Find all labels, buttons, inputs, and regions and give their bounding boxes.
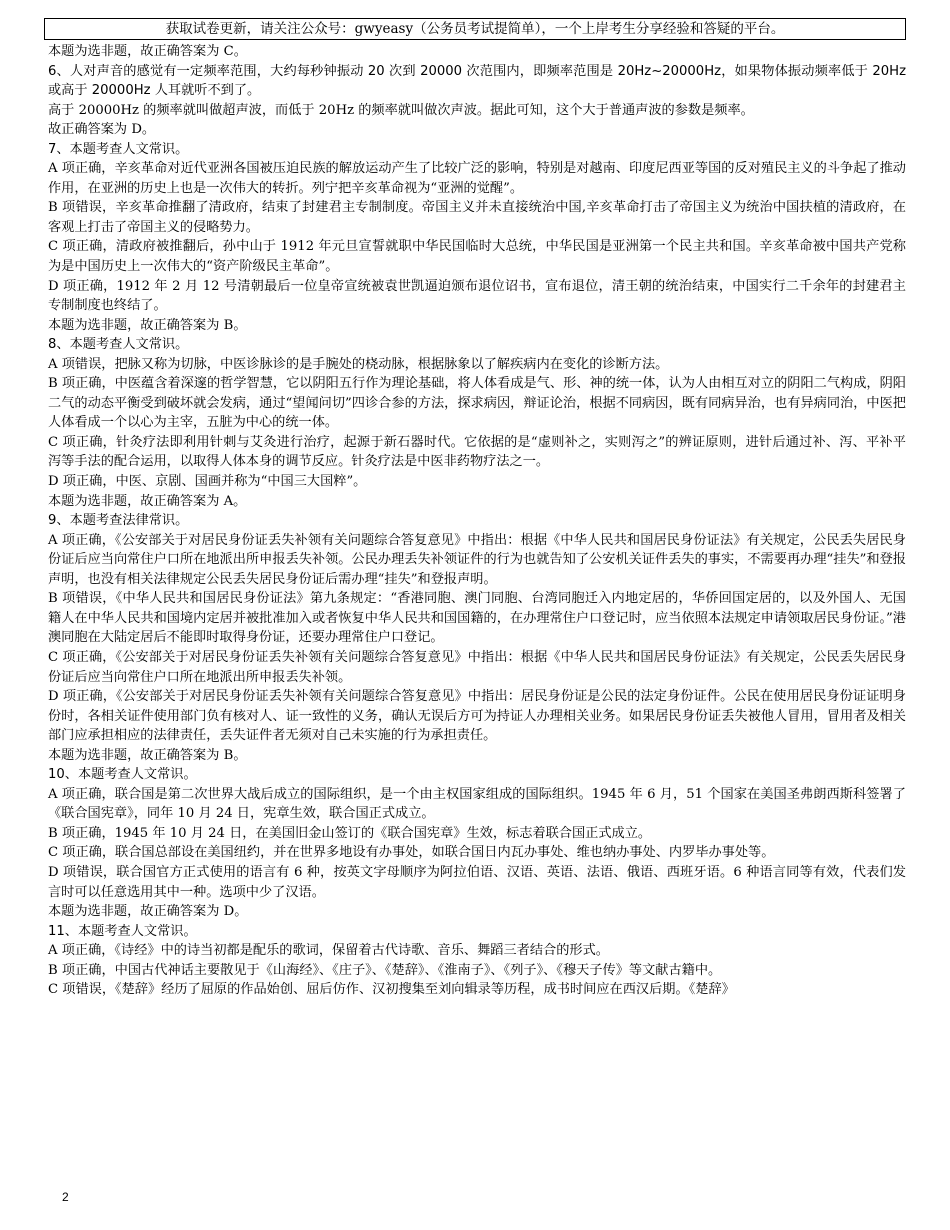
question-9-heading: 9、本题考查法律常识。 bbox=[48, 513, 189, 529]
option-b-paragraph: B 项错误，辛亥革命推翻了清政府，结束了封建君主专制制度。帝国主义并未直接统治中国,辛亥革命打击了帝国主义为统治中国扶植的清政府，在客观上打击了帝国主义的侵略势力。 bbox=[48, 200, 906, 235]
option-a-paragraph: A 项错误，把脉又称为切脉，中医诊脉诊的是手腕处的桡动脉，根据脉象以了解疾病内在变化的诊断方法。 bbox=[48, 356, 669, 372]
paragraph: 高于 20000Hz 的频率就叫做超声波，而低于 20Hz 的频率就叫做次声波。据此可知，这个大于普通声波的参数是频率。 bbox=[48, 102, 754, 118]
answer-line: 本题为选非题，故正确答案为 A。 bbox=[48, 493, 247, 509]
option-a-paragraph: A 项正确，辛亥革命对近代亚洲各国被压迫民族的解放运动产生了比较广泛的影响，特别是对越南、印度尼西亚等国的反对殖民主义的斗争起了推动作用，在亚洲的历史上也是一次伟大的转折。列宁把辛亥革命视为“亚洲的觉醒”。 bbox=[48, 161, 906, 196]
option-d-paragraph: D 项错误，联合国官方正式使用的语言有 6 种，按英文字母顺序为阿拉伯语、汉语、英语、法语、俄语、西班牙语。6 种语言同等有效，代表们发言时可以任意选用其中一种。选项中少了汉语。 bbox=[48, 864, 906, 900]
question-7-heading: 7、本题考查人文常识。 bbox=[48, 141, 189, 157]
option-b-paragraph: B 项错误，《中华人民共和国居民身份证法》第九条规定：“香港同胞、澳门同胞、台湾同胞迁入内地定居的，华侨回国定居的，以及外国人、无国籍人在中华人民共和国境内定居并被批准加入或者恢复中华人民共和国国籍的，在办理常住户口登记时，应当依照本法规定申请领取居民身份证。”港澳同胞在大陆定居后不能即时取得身份证，还要办理常住户口登记。 bbox=[48, 591, 906, 646]
question-6-explanation: 6、人对声音的感觉有一定频率范围，大约每秒钟振动 20 次到 20000 次范围内，即频率范围是 20Hz~20000Hz，如果物体振动频率低于 20Hz 或高于 20000Hz 人耳就听不到了。 bbox=[48, 63, 906, 99]
answer-line: 故正确答案为 D。 bbox=[48, 122, 156, 138]
answer-line: 本题为选非题，故正确答案为 B。 bbox=[48, 317, 247, 333]
answer-line: 本题为选非题，故正确答案为 C。 bbox=[48, 44, 247, 59]
question-8-heading: 8、本题考查人文常识。 bbox=[48, 337, 189, 353]
question-10-heading: 10、本题考查人文常识。 bbox=[48, 767, 197, 783]
option-d-paragraph: D 项正确，中医、京剧、国画并称为“中国三大国粹”。 bbox=[48, 474, 367, 490]
option-a-paragraph: A 项正确，《公安部关于对居民身份证丢失补领有关问题综合答复意见》中指出：根据《中华人民共和国居民身份证法》有关规定，公民丢失居民身份证后应当向常住户口所在地派出所申报丢失补领。公民办理丢失补领证件的行为也就告知了公安机关证件丢失的事实，不需要再办理“挂失”和登报声明，也没有相关法律规定公民丢失居民身份证后需办理“挂失”和登报声明。 bbox=[48, 532, 906, 587]
header-notice-text: 获取试卷更新，请关注公众号：gwyeasy（公务员考试提简单），一个上岸考生分享经验和答疑的平台。 bbox=[165, 21, 785, 37]
option-c-paragraph: C 项正确，《公安部关于对居民身份证丢失补领有关问题综合答复意见》中指出：根据《中华人民共和国居民身份证法》有关规定，公民丢失居民身份证后应当向常住户口所在地派出所申报丢失补领。 bbox=[48, 649, 906, 685]
answer-line: 本题为选非题，故正确答案为 D。 bbox=[48, 904, 248, 920]
option-a-paragraph: A 项正确，联合国是第二次世界大战后成立的国际组织，是一个由主权国家组成的国际组织。1945 年 6 月，51 个国家在美国圣弗朗西斯科签署了《联合国宪章》，同年 10 月 24 日，宪章生效，联合国正式成立。 bbox=[48, 786, 906, 822]
question-11-heading: 11、本题考查人文常识。 bbox=[48, 923, 197, 939]
option-b-paragraph: B 项正确，中医蕴含着深邃的哲学智慧，它以阴阳五行作为理论基础，将人体看成是气、形、神的统一体，认为人由相互对立的阴阳二气构成，阴阳二气的动态平衡受到破坏就会发病，通过“望闻问切”四诊合参的方法，探求病因，辩证论治，根据不同病因，既有同病异治，也有异病同治，中医把人体看成一个以心为主宰，五脏为中心的统一体。 bbox=[48, 376, 906, 431]
option-c-paragraph: C 项正确，清政府被推翻后，孙中山于 1912 年元旦宣誓就职中华民国临时大总统，中华民国是亚洲第一个民主共和国。辛亥革命被中国共产党称为是中国历史上一次伟大的“资产阶级民主革命”。 bbox=[48, 239, 906, 275]
option-c-paragraph: C 项错误，《楚辞》经历了屈原的作品始创、屈后仿作、汉初搜集至刘向辑录等历程，成书时间应在西汉后期。《楚辞》 bbox=[48, 982, 735, 998]
header-notice-box bbox=[44, 18, 906, 40]
answer-line: 本题为选非题，故正确答案为 B。 bbox=[48, 747, 247, 763]
document-body bbox=[48, 42, 906, 1000]
option-d-paragraph: D 项正确，《公安部关于对居民身份证丢失补领有关问题综合答复意见》中指出：居民身份证是公民的法定身份证件。公民在使用居民身份证证明身份时，各相关证件使用部门负有核对人、证一致性的义务，确认无误后方可为持证人办理相关业务。如果居民身份证丢失被他人冒用，冒用者及相关部门应承担相应的法律责任，丢失证件者无须对自己未实施的行为承担责任。 bbox=[48, 689, 906, 744]
page-number: 2 bbox=[62, 1190, 69, 1204]
option-b-paragraph: B 项正确，中国古代神话主要散见于《山海经》、《庄子》、《楚辞》、《淮南子》、《列子》、《穆天子传》等文献古籍中。 bbox=[48, 962, 722, 978]
option-c-paragraph: C 项正确，针灸疗法即利用针刺与艾灸进行治疗，起源于新石器时代。它依据的是“虚则补之，实则泻之”的辨证原则，进针后通过补、泻、平补平泻等手法的配合运用，以取得人体本身的调节反应。针灸疗法是中医非药物疗法之一。 bbox=[48, 434, 906, 470]
option-a-paragraph: A 项正确，《诗经》中的诗当初都是配乐的歌词，保留着古代诗歌、音乐、舞蹈三者结合的形式。 bbox=[48, 943, 609, 959]
option-b-paragraph: B 项正确，1945 年 10 月 24 日，在美国旧金山签订的《联合国宪章》生效，标志着联合国正式成立。 bbox=[48, 825, 652, 841]
option-c-paragraph: C 项正确，联合国总部设在美国纽约，并在世界多地设有办事处，如联合国日内瓦办事处、维也纳办事处、内罗毕办事处等。 bbox=[48, 845, 775, 861]
option-d-paragraph: D 项正确，1912 年 2 月 12 号清朝最后一位皇帝宣统被袁世凯逼迫颁布退位诏书，宣布退位，清王朝的统治结束，中国实行二千余年的封建君主专制制度也终结了。 bbox=[48, 278, 906, 314]
